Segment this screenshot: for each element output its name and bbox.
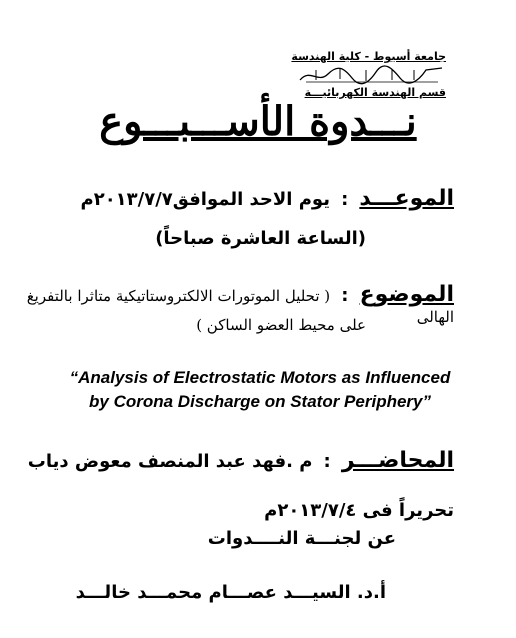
subject-line-2: على محيط العضو الساكن ): [196, 316, 366, 334]
lecturer-row: [14, 448, 454, 473]
page-title: نـــدوة الأســـبـــوع: [99, 98, 417, 145]
appointment-time: (الساعة العاشرة صباحاً): [155, 228, 366, 249]
appointment-separator: :: [341, 189, 349, 210]
lecturer-separator: :: [323, 451, 331, 472]
lecturer-name: م .فهد عبد المنصف معوض دياب: [27, 451, 313, 472]
english-title-line-2: by Corona Discharge on Stator Periphery”: [89, 392, 431, 411]
appointment-row: [14, 186, 454, 211]
subject-line-1: ( تحليل الموتورات الالكتروستاتيكية متاثرا بالتفريغ الهالى: [26, 287, 454, 326]
appointment-value: يوم الاحد الموافق٢٠١٣/٧/٧م: [80, 189, 330, 210]
committee-label: عن لجنـــة النــــدوات: [207, 528, 396, 549]
header-university: جامعة أسيوط - كلية الهندسة: [291, 50, 446, 63]
basmala-calligraphy: [296, 64, 446, 86]
subject-separator: :: [341, 285, 349, 306]
english-title-line-1: “Analysis of Electrostatic Motors as Influenced: [69, 368, 451, 387]
signatory-name: أ.د. السيـــد عصـــام محمـــد خالـــد: [75, 582, 386, 603]
written-date: تحريراً فى ٢٠١٣/٧/٤م: [264, 500, 454, 521]
english-title: [40, 366, 480, 414]
appointment-label: الموعـــد: [359, 186, 454, 211]
basmala-calligraphy-icon: [296, 64, 446, 86]
subject-label: الموضوع: [359, 282, 454, 307]
header-department: قسم الهندسة الكهربائيـــة: [304, 86, 446, 99]
lecturer-label: المحاضـــر: [341, 448, 454, 473]
